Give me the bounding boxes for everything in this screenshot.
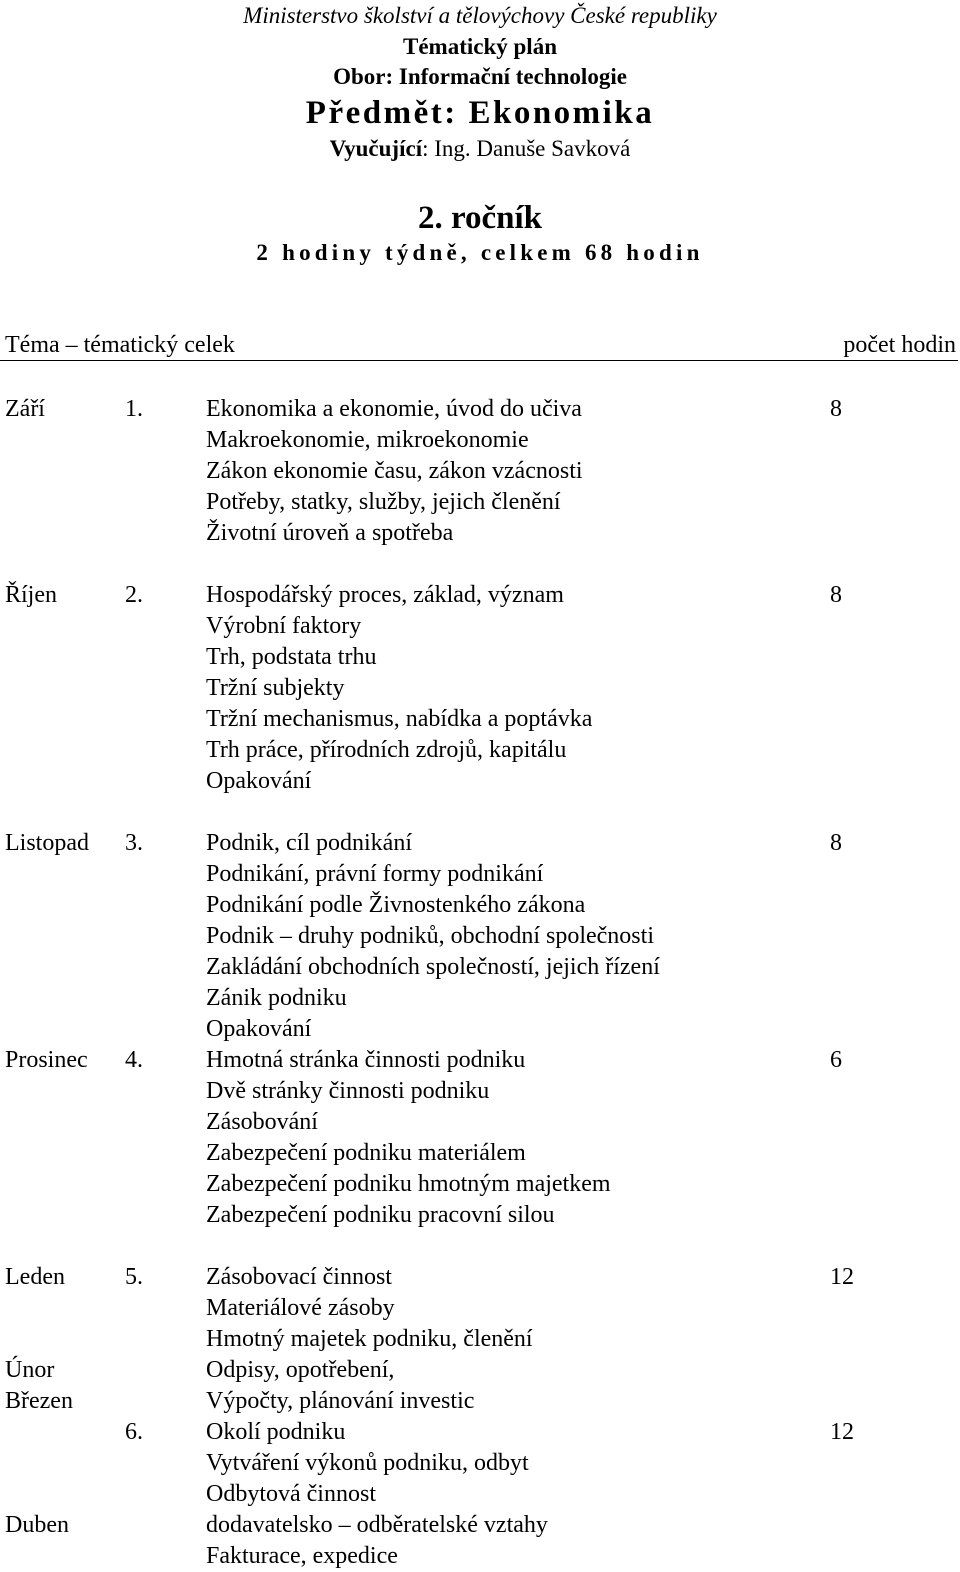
topic-cell: Výrobní faktory <box>206 613 362 639</box>
month-cell: Listopad <box>5 830 89 856</box>
hours-cell: 8 <box>830 582 842 608</box>
month-cell: Leden <box>5 1264 65 1290</box>
list-item <box>0 642 960 673</box>
list-item <box>0 580 960 611</box>
hours-cell: 12 <box>830 1419 854 1445</box>
teacher-line <box>0 135 960 163</box>
topic-cell: Trh práce, přírodních zdrojů, kapitálu <box>206 737 567 763</box>
list-item <box>0 1138 960 1169</box>
month-cell: Prosinec <box>5 1047 88 1073</box>
list-item <box>0 766 960 797</box>
list-item <box>0 859 960 890</box>
topic-cell: Zákon ekonomie času, zákon vzácnosti <box>206 458 583 484</box>
topic-cell: Odbytová činnost <box>206 1481 376 1507</box>
row-spacer <box>0 797 960 828</box>
list-item <box>0 673 960 704</box>
list-item <box>0 1200 960 1231</box>
topic-cell: Okolí podniku <box>206 1419 346 1445</box>
topic-cell: Opakování <box>206 768 312 794</box>
topic-cell: Zakládání obchodních společností, jejich řízení <box>206 954 660 980</box>
topic-cell: Materiálové zásoby <box>206 1295 395 1321</box>
list-item <box>0 704 960 735</box>
topic-cell: Tržní mechanismus, nabídka a poptávka <box>206 706 593 732</box>
obor-line: Obor: Informační technologie <box>333 64 627 89</box>
topic-column-header: Téma – tématický celek <box>5 332 235 358</box>
list-item <box>0 1169 960 1200</box>
topic-cell: Zabezpečení podniku materiálem <box>206 1140 526 1166</box>
list-item <box>0 1355 960 1386</box>
topic-cell: Podnikání, právní formy podnikání <box>206 861 544 887</box>
hours-cell: 8 <box>830 830 842 856</box>
list-item <box>0 1262 960 1293</box>
month-cell: Duben <box>5 1512 69 1538</box>
topic-cell: Životní úroveň a spotřeba <box>206 520 454 546</box>
hours-column-header: počet hodin <box>843 332 956 358</box>
teacher-name: : Ing. Danuše Savková <box>422 136 631 161</box>
subject-title: Předmět: Ekonomika <box>305 95 655 131</box>
list-item <box>0 1448 960 1479</box>
number-cell: 2. <box>125 582 143 608</box>
list-item <box>0 1417 960 1448</box>
hours-cell: 12 <box>830 1264 854 1290</box>
list-item <box>0 487 960 518</box>
year-title: 2. ročník <box>417 200 543 236</box>
list-item <box>0 1324 960 1355</box>
list-item <box>0 1107 960 1138</box>
table-header <box>0 330 958 361</box>
hours-cell: 8 <box>830 396 842 422</box>
list-item <box>0 1479 960 1510</box>
list-item <box>0 952 960 983</box>
row-spacer <box>0 1231 960 1262</box>
plan-title: Tématický plán <box>403 34 557 59</box>
topic-cell: Zásobovací činnost <box>206 1264 392 1290</box>
topic-cell: Ekonomika a ekonomie, úvod do učiva <box>206 396 582 422</box>
topic-cell: Tržní subjekty <box>206 675 345 701</box>
number-cell: 1. <box>125 396 143 422</box>
list-item <box>0 1386 960 1417</box>
list-item <box>0 425 960 456</box>
month-cell: Říjen <box>5 582 57 608</box>
number-cell: 6. <box>125 1419 143 1445</box>
list-item <box>0 1541 960 1572</box>
topic-cell: Zánik podniku <box>206 985 347 1011</box>
number-cell: 3. <box>125 830 143 856</box>
list-item <box>0 611 960 642</box>
list-item <box>0 518 960 549</box>
list-item <box>0 1293 960 1324</box>
topic-cell: Podnikání podle Živnostenkého zákona <box>206 892 586 918</box>
topic-cell: Zásobování <box>206 1109 318 1135</box>
number-cell: 4. <box>125 1047 143 1073</box>
list-item <box>0 828 960 859</box>
list-item <box>0 1076 960 1107</box>
hours-summary: 2 hodiny týdně, celkem 68 hodin <box>256 240 704 265</box>
hours-cell: 6 <box>830 1047 842 1073</box>
row-spacer <box>0 549 960 580</box>
list-item <box>0 394 960 425</box>
topic-cell: Podnik, cíl podnikání <box>206 830 412 856</box>
topic-cell: Makroekonomie, mikroekonomie <box>206 427 529 453</box>
list-item <box>0 456 960 487</box>
topic-list <box>0 394 960 1572</box>
topic-cell: Zabezpečení podniku pracovní silou <box>206 1202 555 1228</box>
topic-cell: Výpočty, plánování investic <box>206 1388 475 1414</box>
list-item <box>0 983 960 1014</box>
topic-cell: Hmotná stránka činnosti podniku <box>206 1047 526 1073</box>
topic-cell: Potřeby, statky, služby, jejich členění <box>206 489 561 515</box>
number-cell: 5. <box>125 1264 143 1290</box>
ministry-title: Ministerstvo školství a tělovýchovy České republiky <box>243 3 717 28</box>
topic-cell: Zabezpečení podniku hmotným majetkem <box>206 1171 611 1197</box>
topic-cell: Vytváření výkonů podniku, odbyt <box>206 1450 529 1476</box>
topic-cell: Dvě stránky činnosti podniku <box>206 1078 490 1104</box>
list-item <box>0 735 960 766</box>
topic-cell: Podnik – druhy podniků, obchodní společnosti <box>206 923 654 949</box>
topic-cell: Trh, podstata trhu <box>206 644 377 670</box>
list-item <box>0 1045 960 1076</box>
list-item <box>0 921 960 952</box>
month-cell: Únor <box>5 1357 55 1383</box>
month-cell: Březen <box>5 1388 73 1414</box>
list-item <box>0 1510 960 1541</box>
month-cell: Září <box>5 396 45 422</box>
topic-cell: Hmotný majetek podniku, členění <box>206 1326 533 1352</box>
teacher-label: Vyučující <box>329 136 423 161</box>
list-item <box>0 1014 960 1045</box>
topic-cell: dodavatelsko – odběratelské vztahy <box>206 1512 548 1538</box>
topic-cell: Hospodářský proces, základ, význam <box>206 582 564 608</box>
topic-cell: Odpisy, opotřebení, <box>206 1357 395 1383</box>
list-item <box>0 890 960 921</box>
topic-cell: Opakování <box>206 1016 312 1042</box>
topic-cell: Fakturace, expedice <box>206 1543 398 1569</box>
